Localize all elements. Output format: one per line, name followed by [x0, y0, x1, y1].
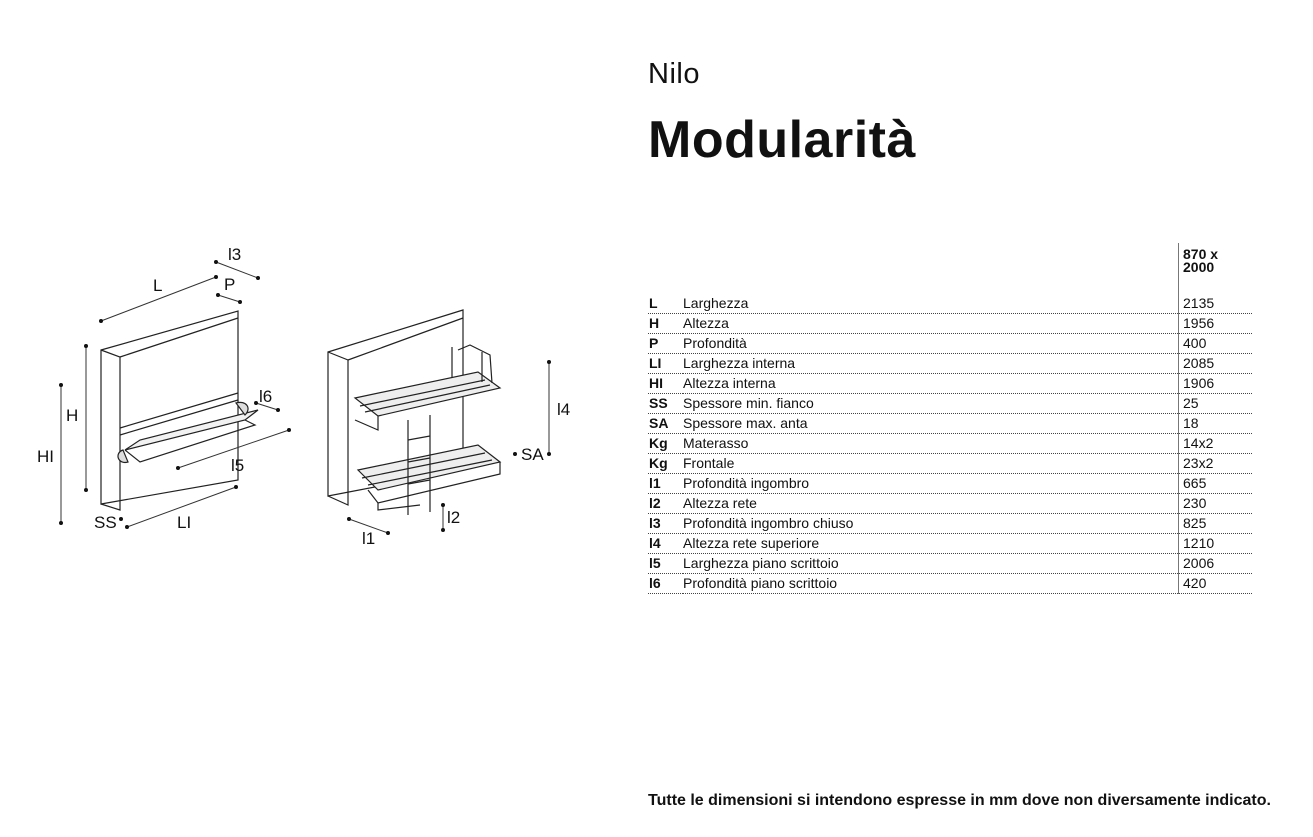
row-code: l1 — [648, 474, 683, 494]
open-bunk-drawing — [328, 310, 500, 515]
row-code: Kg — [648, 454, 683, 474]
row-label: Altezza — [683, 314, 1179, 334]
product-subtitle: Nilo — [648, 58, 700, 90]
table-row — [648, 354, 1252, 374]
table-row — [648, 454, 1252, 474]
table-row — [648, 514, 1252, 534]
row-code: Kg — [648, 434, 683, 454]
label-SS: SS — [94, 513, 117, 532]
row-label: Profondità — [683, 334, 1179, 354]
label-LI: LI — [177, 513, 192, 532]
row-code: l3 — [648, 514, 683, 534]
table-row — [648, 534, 1252, 554]
label-L: L — [153, 276, 163, 295]
row-label: Profondità piano scrittoio — [683, 574, 1179, 594]
row-value: 2006 — [1179, 554, 1253, 574]
table-row — [648, 414, 1252, 434]
label-HI: HI — [37, 447, 54, 466]
row-label: Altezza rete superiore — [683, 534, 1179, 554]
row-value: 230 — [1179, 494, 1253, 514]
label-l6: l6 — [259, 387, 273, 406]
table-row — [648, 394, 1252, 414]
table-row — [648, 294, 1252, 314]
row-value: 18 — [1179, 414, 1253, 434]
row-label: Larghezza interna — [683, 354, 1179, 374]
row-label: Profondità ingombro — [683, 474, 1179, 494]
row-value: 665 — [1179, 474, 1253, 494]
table-row — [648, 574, 1252, 594]
row-value: 420 — [1179, 574, 1253, 594]
column-header-size: 870 x 2000 — [1178, 243, 1239, 299]
dimensions-table — [648, 243, 1252, 594]
row-value: 14x2 — [1179, 434, 1253, 454]
row-label: Frontale — [683, 454, 1179, 474]
table-row — [648, 334, 1252, 354]
row-label: Larghezza — [683, 294, 1179, 314]
row-code: L — [648, 294, 683, 314]
label-P: P — [224, 275, 236, 294]
table-row — [648, 314, 1252, 334]
row-label: Materasso — [683, 434, 1179, 454]
row-label: Profondità ingombro chiuso — [683, 514, 1179, 534]
label-SA: SA — [521, 445, 544, 464]
table-row — [648, 494, 1252, 514]
row-code: SS — [648, 394, 683, 414]
row-value: 825 — [1179, 514, 1253, 534]
dimension-diagram — [0, 230, 640, 560]
table-row — [648, 434, 1252, 454]
row-value: 2135 — [1179, 294, 1253, 314]
row-code: l4 — [648, 534, 683, 554]
table-row — [648, 374, 1252, 394]
row-label: Larghezza piano scrittoio — [683, 554, 1179, 574]
page-title: Modularità — [648, 111, 916, 169]
row-code: l5 — [648, 554, 683, 574]
row-code: P — [648, 334, 683, 354]
table-row — [648, 474, 1252, 494]
closed-cabinet-drawing — [101, 311, 258, 510]
label-l3: l3 — [228, 245, 242, 264]
row-code: HI — [648, 374, 683, 394]
row-value: 23x2 — [1179, 454, 1253, 474]
row-value: 1906 — [1179, 374, 1253, 394]
row-value: 25 — [1179, 394, 1253, 414]
row-code: SA — [648, 414, 683, 434]
row-label: Spessore max. anta — [683, 414, 1179, 434]
row-code: H — [648, 314, 683, 334]
row-code: l2 — [648, 494, 683, 514]
row-value: 400 — [1179, 334, 1253, 354]
label-l1: l1 — [362, 529, 376, 548]
row-value: 1956 — [1179, 314, 1253, 334]
label-l2: l2 — [447, 508, 461, 527]
label-H: H — [66, 406, 79, 425]
row-code: LI — [648, 354, 683, 374]
label-l4: l4 — [557, 400, 571, 419]
footnote: Tutte le dimensioni si intendono espresse in mm dove non diversamente indicato. — [648, 792, 1271, 809]
row-label: Altezza rete — [683, 494, 1179, 514]
row-label: Spessore min. fianco — [683, 394, 1179, 414]
row-value: 2085 — [1179, 354, 1253, 374]
row-value: 1210 — [1179, 534, 1253, 554]
label-l5: l5 — [231, 456, 245, 475]
table-row — [648, 554, 1252, 574]
row-label: Altezza interna — [683, 374, 1179, 394]
row-code: l6 — [648, 574, 683, 594]
